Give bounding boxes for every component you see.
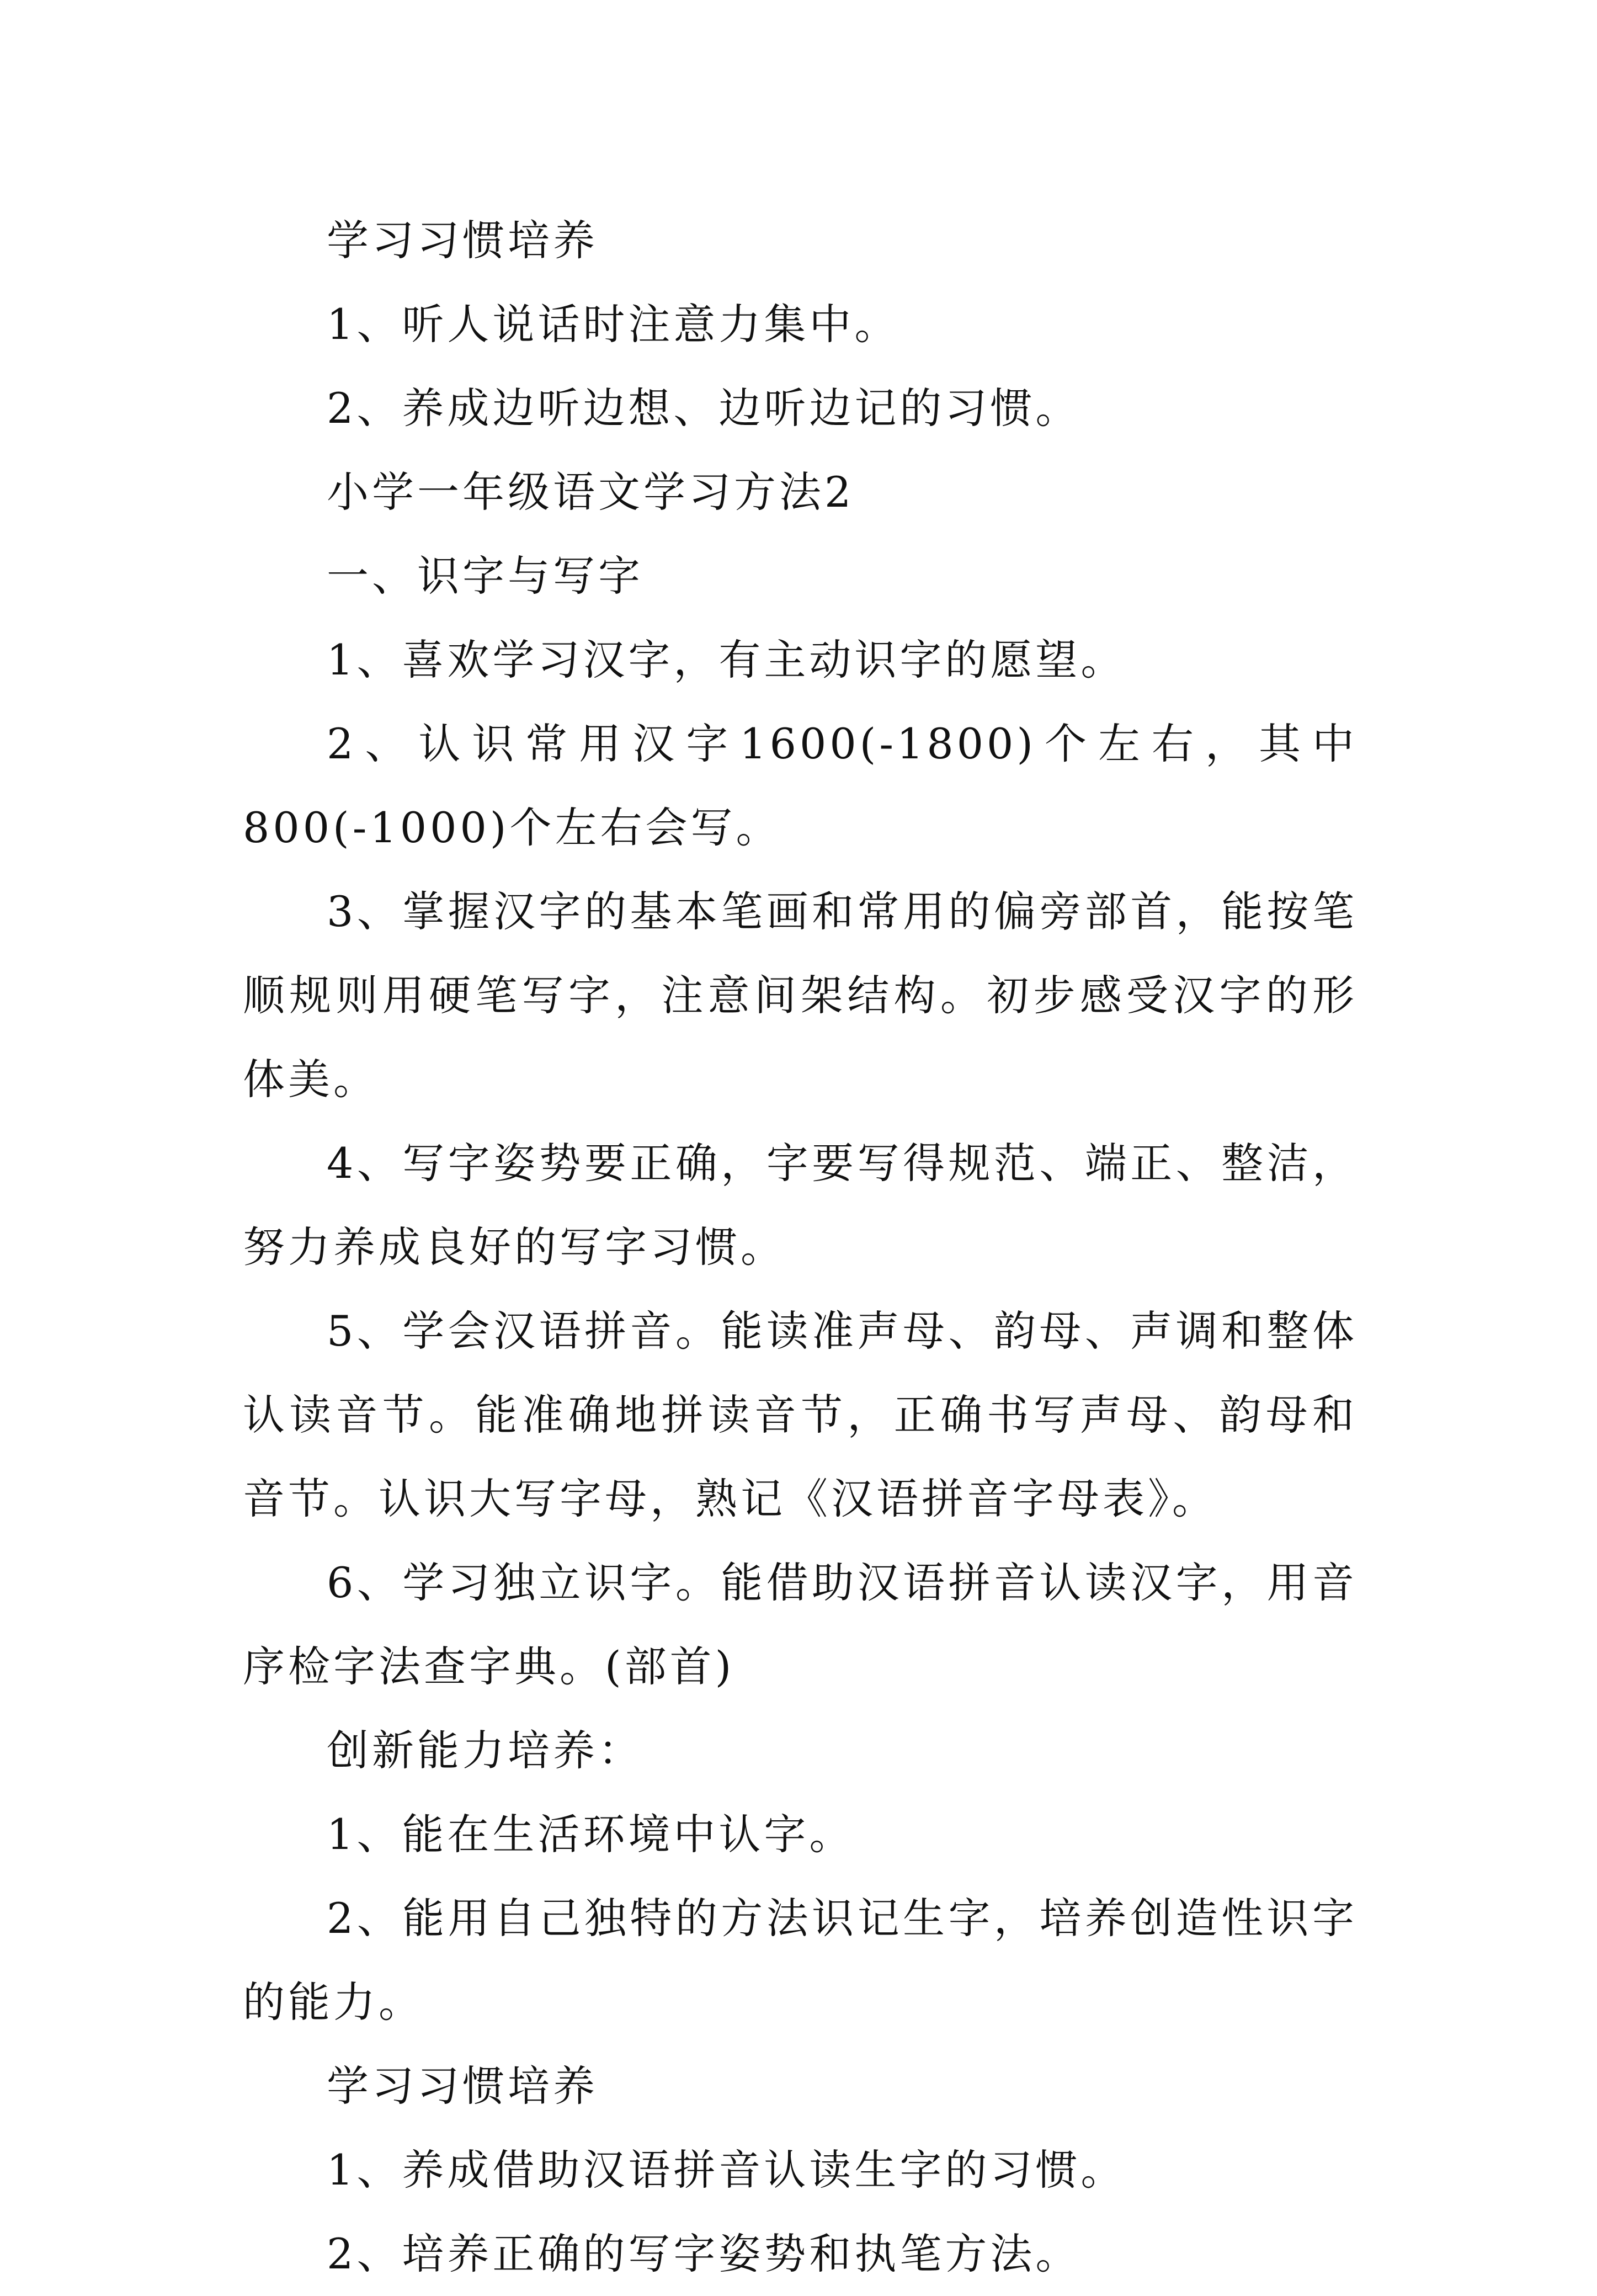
section-heading-literacy: 一、识字与写字: [327, 551, 643, 600]
list-item: 2、培养正确的写字姿势和执笔方法。: [327, 2229, 1081, 2278]
section-title-method-2: 小学一年级语文学习方法2: [327, 467, 855, 517]
section-heading-study-habits: 学习习惯培养: [327, 2061, 598, 2111]
list-item: 5、学会汉语拼音。能读准声母、韵母、声调和整体认读音节。能准确地拼读音节，正确书写声母、韵母和音节。认识大写字母，熟记《汉语拼音字母表》。: [243, 1306, 1358, 1523]
section-heading-study-habits: 学习习惯培养: [327, 216, 598, 265]
list-item: 1、养成借助汉语拼音认读生字的习惯。: [327, 2145, 1126, 2194]
document-body: [243, 199, 1358, 2296]
list-item: 2、养成边听边想、边听边记的习惯。: [327, 384, 1081, 433]
list-item: 3、掌握汉字的基本笔画和常用的偏旁部首，能按笔顺规则用硬笔写字，注意间架结构。初步感受汉字的形体美。: [243, 887, 1358, 1104]
list-item: 1、能在生活环境中认字。: [327, 1810, 855, 1859]
list-item: 6、学习独立识字。能借助汉语拼音认读汉字，用音序检字法查字典。(部首): [243, 1558, 1358, 1691]
list-item: 2、认识常用汉字1600(-1800)个左右，其中800(-1000)个左右会写。: [243, 719, 1358, 852]
section-heading-innovation: 创新能力培养：: [327, 1726, 643, 1775]
list-item: 1、喜欢学习汉字，有主动识字的愿望。: [327, 635, 1126, 684]
list-item: 2、能用自己独特的方法识记生字，培养创造性识字的能力。: [243, 1894, 1358, 2027]
list-item: 1、听人说话时注意力集中。: [327, 300, 900, 349]
list-item: 4、写字姿势要正确，字要写得规范、端正、整洁，努力养成良好的写字习惯。: [243, 1139, 1358, 1272]
